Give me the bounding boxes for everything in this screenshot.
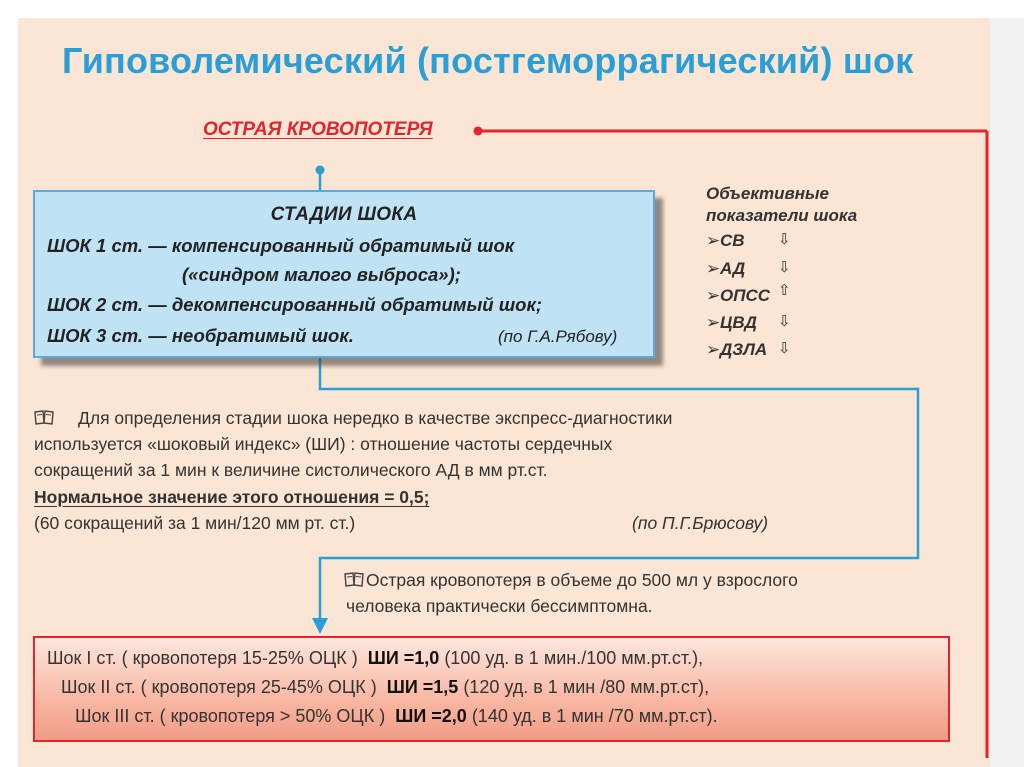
book-icon	[34, 410, 54, 425]
shock-index-line3: сокращений за 1 мин к величине систолического АД в мм рт.ст.	[34, 460, 548, 480]
shock-index-value: ШИ =2,0	[395, 706, 467, 726]
indicators-title-line2: показатели шока	[706, 206, 858, 225]
indicator-dzla	[706, 340, 791, 364]
indicator-sv	[706, 231, 791, 255]
objective-indicators	[706, 183, 906, 359]
arrow-down-icon: ⇩	[778, 259, 791, 276]
stages-reference: (по Г.А.Рябову)	[498, 327, 618, 346]
indicator-ad	[706, 259, 791, 283]
shock-index-line1	[34, 405, 672, 431]
indicator-label: ДЗЛА	[720, 340, 768, 359]
stages-heading: СТАДИИ ШОКА	[270, 204, 418, 225]
indicator-cvd	[706, 313, 791, 337]
bullet-arrow-icon: ➢	[706, 259, 721, 278]
shock-degree-detail: (140 уд. в 1 мин /70 мм.рт.ст).	[471, 706, 718, 726]
indicator-opss	[706, 282, 791, 310]
bullet-arrow-icon: ➢	[706, 313, 721, 332]
shock-degree-row-1	[47, 648, 703, 669]
shock-index-example: (60 сокращений за 1 мин/120 мм рт. ст.)	[34, 513, 356, 533]
shock-index-reference: (по П.Г.Брюсову)	[632, 513, 769, 533]
shock-degree-row-2	[61, 677, 709, 698]
stage-3-line: ШОК 3 ст. — необратимый шок.	[47, 325, 354, 346]
note-line1	[344, 567, 798, 593]
shock-degree-stage: Шок I ст. ( кровопотеря 15-25% ОЦК )	[47, 648, 358, 668]
indicators-title-line1: Объективные	[706, 184, 829, 203]
stage-1-subtitle: («синдром малого выброса»);	[182, 264, 461, 285]
blue-connector-top	[316, 166, 325, 192]
indicator-label: ОПСС	[720, 286, 771, 305]
shock-index-value: ШИ =1,0	[367, 648, 440, 668]
shock-degree-stage: Шок II ст. ( кровопотеря 25-45% ОЦК )	[61, 677, 377, 697]
page-title: Гиповолемический (постгеморрагический) шок	[62, 40, 914, 81]
arrow-up-icon: ⇧	[778, 282, 791, 299]
shock-index-line2: используется «шоковый индекс» (ШИ) : отношение частоты сердечных	[34, 434, 613, 454]
shock-degree-stage: Шок III ст. ( кровопотеря > 50% ОЦК )	[75, 706, 386, 726]
arrow-down-icon: ⇩	[778, 231, 791, 248]
arrow-down-icon: ⇩	[778, 340, 791, 357]
shock-degrees-box	[33, 636, 950, 742]
stage-2-line: ШОК 2 ст. — декомпенсированный обратимый шок;	[47, 294, 543, 315]
note-line2: человека практически бессимптомна.	[346, 596, 653, 616]
shock-index-normal-value: Нормальное значение этого отношения = 0,5;	[34, 487, 430, 507]
shock-degree-detail: (120 уд. в 1 мин /80 мм.рт.ст),	[463, 677, 710, 697]
indicator-label: АД	[720, 259, 746, 278]
shock-index-value: ШИ =1,5	[386, 677, 459, 697]
indicator-label: ЦВД	[720, 313, 757, 332]
arrow-down-icon: ⇩	[778, 313, 791, 330]
indicator-label: СВ	[720, 231, 745, 250]
arrow-down-icon	[312, 618, 328, 634]
book-icon	[344, 572, 364, 587]
bullet-arrow-icon: ➢	[706, 340, 721, 359]
shock-degree-row-3	[75, 706, 718, 727]
stage-1-line: ШОК 1 ст. — компенсированный обратимый шок	[47, 235, 515, 256]
note-text: Острая кровопотеря в объеме до 500 мл у взрослого	[366, 570, 798, 590]
bullet-arrow-icon: ➢	[706, 231, 721, 250]
blood-loss-note	[344, 567, 798, 619]
blood-loss-label: ОСТРАЯ КРОВОПОТЕРЯ	[203, 119, 433, 140]
bullet-arrow-icon: ➢	[706, 286, 721, 305]
shock-stages-box	[33, 190, 655, 358]
shock-degree-detail: (100 уд. в 1 мин./100 мм.рт.ст.),	[444, 648, 704, 668]
shock-index-text: Для определения стадии шока нередко в качестве экспресс-диагностики	[78, 408, 673, 428]
